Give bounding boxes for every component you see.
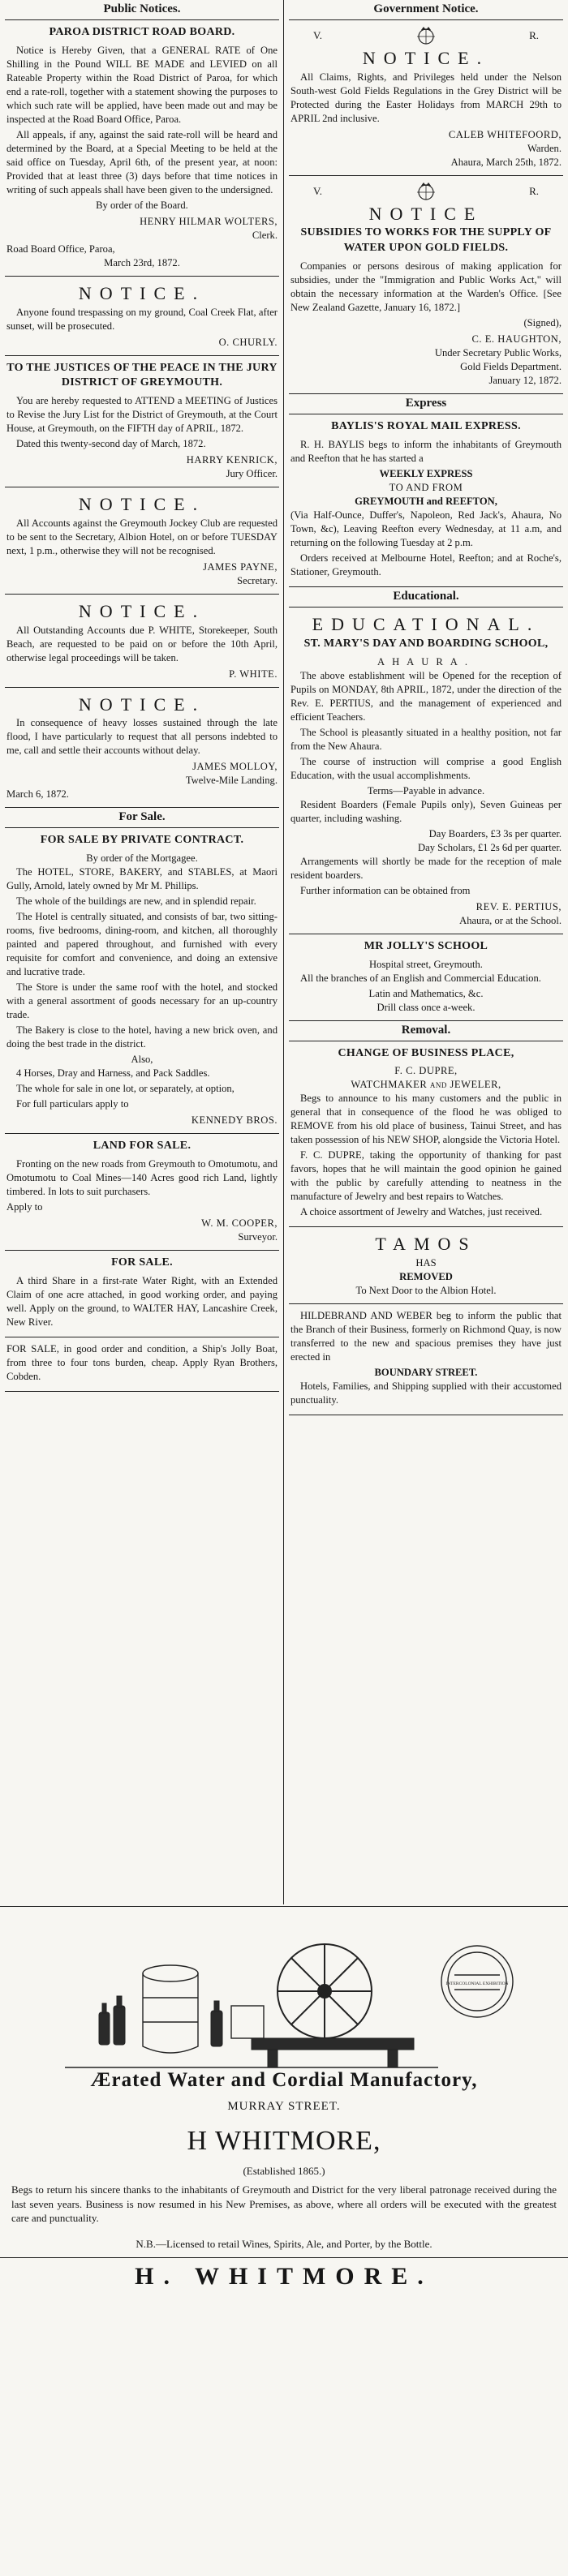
white-notice-ad — [5, 595, 279, 688]
ad-signer: JAMES MOLLOY, — [192, 761, 278, 773]
ad-paragraph: The Store is under the same roof with the hotel, and stocked with a general assortment of goods necessary for an up-country trade. — [6, 981, 278, 1021]
ad-paragraph: The School is pleasantly situated in a healthy position, not far from the New Ahaura. — [290, 726, 562, 752]
ad-subtitle: ST. MARY'S DAY AND BOARDING SCHOOL, — [303, 637, 549, 650]
ad-paragraph: Hotels, Families, and Shipping supplied with their accustomed punctuality. — [290, 1380, 562, 1406]
ad-has: HAS — [415, 1257, 437, 1269]
ad-date: January 12, 1872. — [488, 375, 562, 387]
ad-paragraph: All the branches of an English and Commercial Education. — [300, 972, 541, 984]
proprietor-name: H WHITMORE, — [187, 2126, 381, 2156]
ad-paragraph: The whole of the buildings are new, and in splendid repair. — [16, 895, 256, 908]
cipher-r: R. — [529, 29, 539, 42]
manufactory-title: Ærated Water and Cordial Manufactory, — [90, 2069, 478, 2091]
ad-title: TO THE JUSTICES OF THE PEACE IN THE JURY DISTRICT OF GREYMOUTH. — [6, 361, 278, 389]
ad-paragraph: The Hotel is centrally situated, and consists of bar, two sitting-rooms, five bedrooms, dining-room, and kitchen, all thoroughly painted and papered throughout, and furnished with every requisite for comfort and convenience, and doing an extensive and lucrative trade. — [6, 911, 278, 978]
water-subsidies-ad — [289, 176, 563, 394]
ad-signer: KENNEDY BROS. — [191, 1114, 278, 1127]
ad-paragraph: Notice is Hereby Given, that a GENERAL RATE of One Shilling in the Pound WILL BE MADE and LEVIED on all Rateable Property within the Road District of Paroa, for which end a rate-roll, together with a statement showing the purposes to which such rate will be applied, have been made out and may be inspected at the Road Board Office, Paroa. — [6, 44, 278, 125]
ad-date: March 6, 1872. — [6, 788, 69, 801]
ad-subjects: Latin and Mathematics, &c. — [368, 987, 484, 999]
molloy-notice-ad — [5, 688, 279, 809]
government-notice-heading: Government Notice. — [289, 0, 563, 20]
ad-address: Hospital street, Greymouth. — [369, 958, 483, 970]
ad-order-line: By order of the Mortgagee. — [86, 852, 198, 865]
ad-paragraph: The Bakery is close to the hotel, having a new brick oven, and doing the best trade in the district. — [6, 1024, 278, 1050]
for-sale-heading: For Sale. — [5, 808, 279, 828]
private-contract-ad — [5, 828, 279, 1134]
educational-heading: Educational. — [289, 587, 563, 608]
barrel-icon — [143, 1965, 198, 2053]
royal-crest-icon — [414, 25, 438, 46]
cipher-r: R. — [529, 184, 539, 197]
public-notices-heading: Public Notices. — [5, 0, 279, 20]
ad-paragraph: All Accounts against the Greymouth Jockey Club are requested to be sent to the Secretary, Albion Hotel, on or before TUESDAY next, 1 p.m., otherwise they will not be recognised. — [6, 517, 278, 557]
ad-paragraph: All Claims, Rights, and Privileges held under the Nelson South-west Gold Fields Regulations in the Grey District will be Protected during the Easter Holidays from MARCH 29th to APRIL 2nd inclusive. — [290, 71, 562, 124]
jockey-club-notice-ad — [5, 487, 279, 595]
ad-paragraph: Anyone found trespassing on my ground, Coal Creek Flat, after sunset, will be prosecuted. — [6, 306, 278, 332]
ad-paragraph: HILDEBRAND AND WEBER beg to inform the public that the Branch of their Business, formerly on Richmond Quay, is now transferred to the new and spacious premises they have just erected in — [290, 1310, 562, 1363]
ad-role: Jury Officer. — [226, 468, 278, 480]
ad-name: F. C. DUPRE, — [394, 1065, 458, 1077]
ad-drill: Drill class once a-week. — [377, 1001, 475, 1013]
ad-date: Ahaura, March 25th, 1872. — [450, 156, 562, 168]
express-name: WEEKLY EXPRESS — [379, 468, 473, 480]
ad-place: Road Board Office, Paroa, — [6, 243, 115, 255]
bottles-icon — [99, 1996, 222, 2046]
ad-role: Surveyor. — [238, 1231, 278, 1243]
ad-title: FOR SALE BY PRIVATE CONTRACT. — [40, 834, 244, 847]
ad-title: SUBSIDIES TO WORKS FOR THE SUPPLY OF WATER UPON GOLD FIELDS. — [300, 226, 552, 255]
land-for-sale-ad — [5, 1134, 279, 1251]
cipher-v: V. — [313, 184, 322, 197]
jolly-school-ad — [289, 934, 563, 1021]
ad-signer: C. E. HAUGHTON, — [471, 333, 562, 346]
ad-paragraph: Fronting on the new roads from Greymouth to Omotumotu, and Omotumotu to Coal Mines—140 Acres good rich Land, lightly timbered. In lots to suit purchasers. — [6, 1158, 278, 1198]
whitmore-advertisement — [0, 1906, 568, 2576]
royal-cipher-row — [290, 25, 562, 46]
ad-signer: HARRY KENRICK, — [186, 454, 278, 466]
ad-removed: REMOVED — [399, 1271, 453, 1283]
manufactory-body: Begs to return his sincere thanks to the inhabitants of Greymouth and District for the very liberal patronage received during the last seven years. Business is now resumed in his New Premises, as above, where all orders will be executed with the greatest care and punctuality. — [11, 2183, 557, 2225]
column-divider — [283, 0, 284, 1904]
ad-apply: Apply to — [6, 1201, 43, 1213]
ad-new-location: To Next Door to the Albion Hotel. — [355, 1285, 497, 1297]
notice-heading: NOTICE. — [78, 282, 206, 303]
ad-also: Also, — [131, 1054, 153, 1066]
ad-paragraph: All appeals, if any, against the said rate-roll will be heard and determined by the Board, at a Special Meeting to be held at the said office on Tuesday, April 6th, of the present year, at noon: Provided that at least three (3) days before that time notices in writing of such appeals shall have been given to the undersigned. — [6, 128, 278, 195]
express-to-from: TO AND FROM — [389, 482, 463, 494]
medal-text: INTERCOLONIAL EXHIBITION — [445, 1981, 509, 1986]
ad-role: Under Secretary Public Works, — [434, 347, 562, 359]
royal-crest-icon — [414, 181, 438, 202]
ad-place: Ahaura, or at the School. — [459, 914, 562, 926]
ad-paragraph: All Outstanding Accounts due P. WHITE, Storekeeper, South Beach, are requested to be paid on or before the 10th April, otherwise legal proceedings will be taken. — [6, 624, 278, 663]
ad-trade: WATCHMAKER and JEWELER, — [351, 1079, 501, 1091]
ad-paragraph: Begs to announce to his many customers and the public in general that in consequence of the flood he was obliged to REMOVE from his old place of business, Tainui Street, and has taken possession of his NEW SHOP, alongside the Victoria Hotel. — [290, 1093, 562, 1146]
ad-paragraph: FOR SALE, in good order and condition, a Ship's Jolly Boat, from three to four tons burden, cheap. Apply Ryan Brothers, Cobden. — [6, 1343, 278, 1383]
baylis-express-ad — [289, 414, 563, 587]
ad-date: March 23rd, 1872. — [104, 256, 180, 268]
notice-heading: NOTICE — [368, 203, 484, 224]
ad-paragraph: F. C. DUPRE, taking the opportunity of thanking for past favors, hopes that he will maintain the good opinion he gained with the public by carefully attending to neatness in the manufacture of Jewelry and best repairs to Watches. — [290, 1149, 562, 1203]
ad-order-line: By order of the Board. — [96, 199, 188, 211]
ad-title: MR JOLLY'S SCHOOL — [364, 939, 488, 952]
ad-paragraph: Further information can be obtained from — [300, 884, 471, 896]
ad-title: CHANGE OF BUSINESS PLACE, — [338, 1046, 514, 1059]
ad-signer: P. WHITE. — [229, 668, 278, 680]
ad-paragraph: 4 Horses, Dray and Harness, and Pack Saddles. — [16, 1067, 210, 1080]
manufactory-street: MURRAY STREET. — [227, 2100, 341, 2113]
ad-paragraph: A third Share in a first-rate Water Right, with an Extended Claim of one acre attached, in good working order, and paying well. Apply on the ground, to WALTER HAY, Lancashire Creek, New River. — [6, 1275, 278, 1329]
hildebrand-weber-ad — [289, 1304, 563, 1415]
ad-role: Warden. — [527, 142, 562, 154]
ad-role: Clerk. — [252, 229, 278, 241]
footer-name: H. WHITMORE. — [0, 2257, 568, 2290]
ad-title: LAND FOR SALE. — [93, 1140, 191, 1153]
machine-base-icon — [231, 2006, 414, 2067]
notice-heading: NOTICE. — [78, 494, 206, 515]
ad-signer: HENRY HILMAR WOLTERS, — [140, 215, 278, 227]
ad-signer: CALEB WHITEFOORD, — [448, 128, 562, 140]
ad-signer: REV. E. PERTIUS, — [475, 900, 562, 912]
jolly-boat-ad — [5, 1337, 279, 1392]
left-column — [5, 0, 279, 1904]
paroa-road-board-ad — [5, 20, 279, 277]
ad-street: BOUNDARY STREET. — [374, 1367, 478, 1379]
express-heading: Express — [289, 394, 563, 414]
ad-paragraph: Orders received at Melbourne Hotel, Reefton; and at Roche's, Stationer, Greymouth. — [290, 552, 562, 578]
ad-signer: O. CHURLY. — [218, 336, 278, 348]
ad-terms: Terms—Payable in advance. — [367, 784, 485, 796]
st-marys-school-ad — [289, 608, 563, 934]
express-route: GREYMOUTH and REEFTON, — [355, 496, 497, 508]
ad-role: Twelve-Mile Landing. — [185, 775, 278, 787]
ad-title: PAROA DISTRICT ROAD BOARD. — [49, 26, 235, 38]
ad-paragraph: The whole for sale in one lot, or separately, at option, — [16, 1083, 235, 1095]
ad-role: Secretary. — [237, 575, 278, 587]
right-column — [289, 0, 563, 1904]
warden-notice-ad — [289, 20, 563, 176]
ad-place: AHAURA. — [377, 655, 475, 668]
dupre-removal-ad — [289, 1041, 563, 1228]
ad-paragraph: Resident Boarders (Female Pupils only), Seven Guineas per quarter, including washing. — [290, 798, 562, 824]
ad-paragraph: The HOTEL, STORE, BAKERY, and STABLES, at Maori Gully, Arnold, lately owned by Mr M. Phillips. — [6, 866, 278, 892]
ad-signed: (Signed), — [523, 317, 562, 329]
ad-paragraph: R. H. BAYLIS begs to inform the inhabitants of Greymouth and Reefton that he has started a — [290, 439, 562, 465]
ad-signer: JAMES PAYNE, — [203, 561, 278, 573]
ad-signer: W. M. COOPER, — [201, 1217, 278, 1230]
license-line: N.B.—Licensed to retail Wines, Spirits, Ale, and Porter, by the Bottle. — [136, 2238, 432, 2250]
ad-title: FOR SALE. — [111, 1256, 173, 1269]
ad-fee-line: Day Boarders, £3 3s per quarter. — [428, 827, 562, 839]
ad-paragraph: Arrangements will shortly be made for the reception of male resident boarders. — [290, 855, 562, 881]
ad-paragraph: Companies or persons desirous of making application for subsidies, under the "Immigration and Public Works Act," will obtain the necessary information at the Warden's Office. [See New Zealand Gazette, January 16, 1872.] — [290, 260, 562, 314]
notice-heading: NOTICE. — [362, 48, 490, 68]
removal-heading: Removal. — [289, 1021, 563, 1041]
notice-heading: NOTICE. — [78, 693, 206, 715]
ad-title: TAMOS — [375, 1234, 477, 1255]
ad-paragraph: For full particulars apply to — [16, 1098, 129, 1110]
ad-paragraph: (Via Half-Ounce, Duffer's, Napoleon, Red Jack's, Ahaura, No Town, &c), Leaving Reefton every Wednesday, at 11 a.m, and returning on the following Tuesday at 2 p.m. — [290, 509, 562, 549]
water-right-share-ad — [5, 1251, 279, 1337]
justices-notice-ad — [5, 356, 279, 488]
cipher-v: V. — [313, 29, 322, 42]
ad-paragraph: You are hereby requested to ATTEND a MEETING of Justices to Revise the Jury List for the District of Greymouth, at the Court House, at Greymouth, on the FIFTH day of APRIL, 1872. — [6, 395, 278, 435]
ad-fee-line: Day Scholars, £1 2s 6d per quarter. — [418, 841, 562, 853]
ad-paragraph: The course of instruction will comprise a good English Education, with the usual accomplishments. — [290, 755, 562, 781]
royal-cipher-row — [290, 181, 562, 202]
ad-dated: Dated this twenty-second day of March, 1872. — [16, 438, 206, 450]
ad-paragraph: A choice assortment of Jewelry and Watches, just received. — [300, 1206, 543, 1218]
churly-notice-ad — [5, 277, 279, 356]
notice-heading: NOTICE. — [78, 601, 206, 622]
tamos-removal-ad — [289, 1227, 563, 1304]
ad-paragraph: The above establishment will be Opened for the reception of Pupils on MONDAY, 8th APRIL, 1872, under the direction of the Rev. E. PERTIUS, and the management of experienced and efficient Teachers. — [290, 669, 562, 723]
machine-wheel-icon — [278, 1944, 372, 2038]
established-line: (Established 1865.) — [243, 2165, 325, 2177]
ad-title: EDUCATIONAL. — [312, 614, 540, 635]
ad-role: Gold Fields Department. — [460, 361, 562, 373]
ad-title: BAYLIS'S ROYAL MAIL EXPRESS. — [331, 420, 521, 433]
aerated-water-factory-illustration — [49, 1917, 519, 2071]
ad-paragraph: In consequence of heavy losses sustained through the late flood, I have particularly to request that all persons indebted to me, call and settle their accounts without delay. — [6, 717, 278, 757]
